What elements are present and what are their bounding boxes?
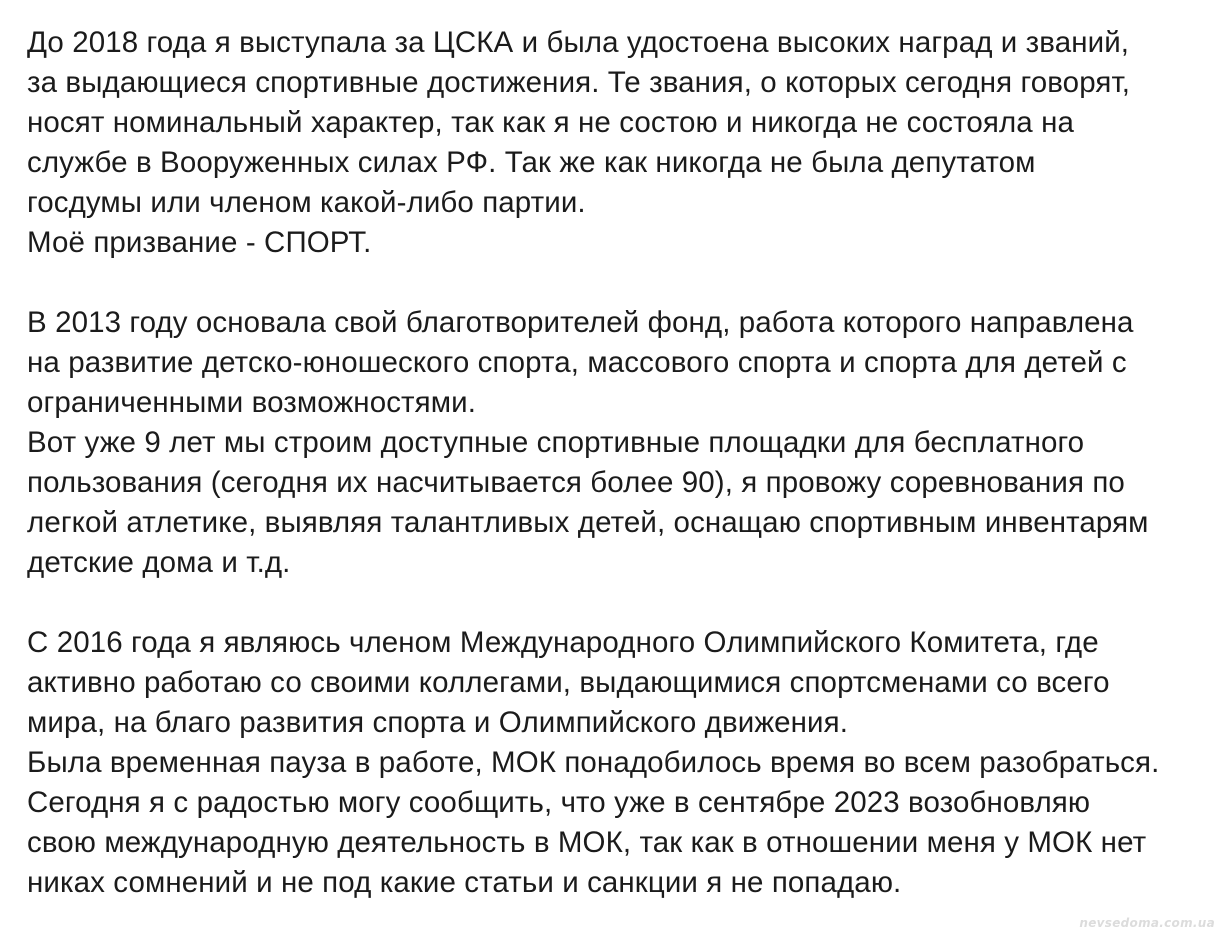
paragraph-2 <box>27 303 1217 583</box>
text-line: Вот уже 9 лет мы строим доступные спортивные площадки для бесплатного <box>27 426 1085 459</box>
text-line: Была временная пауза в работе, МОК понадобилось время во всем разобраться. <box>27 746 1160 779</box>
text-line: В 2013 году основала свой благотворителей фонд, работа которого направлена <box>27 306 1134 339</box>
post-body <box>27 23 1217 903</box>
text-line: ограниченными возможностями. <box>27 386 476 419</box>
text-line: пользования (сегодня их насчитывается более 90), я провожу соревнования по <box>27 466 1125 499</box>
text-line: детские дома и т.д. <box>27 546 291 579</box>
paragraph-gap <box>27 263 1217 303</box>
text-line: госдумы или членом какой-либо партии. <box>27 186 586 219</box>
text-line: за выдающиеся спортивные достижения. Те звания, о которых сегодня говорят, <box>27 66 1131 99</box>
text-line: никах сомнений и не под какие статьи и санкции я не попадаю. <box>27 866 902 899</box>
text-line: службе в Вооруженных силах РФ. Так же как никогда не была депутатом <box>27 146 1036 179</box>
text-line: Сегодня я с радостью могу сообщить, что уже в сентябре 2023 возобновляю <box>27 786 1091 819</box>
paragraph-1 <box>27 23 1217 263</box>
text-line: Моё призвание - СПОРТ. <box>27 226 372 259</box>
paragraph-3 <box>27 623 1217 903</box>
paragraph-gap <box>27 583 1217 623</box>
text-line: активно работаю со своими коллегами, выдающимися спортсменами со всего <box>27 666 1110 699</box>
text-line: носят номинальный характер, так как я не состою и никогда не состояла на <box>27 106 1075 139</box>
text-line: мира, на благо развития спорта и Олимпийского движения. <box>27 706 848 739</box>
watermark-text: nevsedoma.com.ua <box>1079 916 1215 930</box>
text-line: До 2018 года я выступала за ЦСКА и была удостоена высоких наград и званий, <box>27 26 1130 59</box>
text-line: свою международную деятельность в МОК, так как в отношении меня у МОК нет <box>27 826 1147 859</box>
text-line: на развитие детско-юношеского спорта, массового спорта и спорта для детей с <box>27 346 1127 379</box>
text-line: легкой атлетике, выявляя талантливых детей, оснащаю спортивным инвентарям <box>27 506 1149 539</box>
text-line: С 2016 года я являюсь членом Международного Олимпийского Комитета, где <box>27 626 1099 659</box>
